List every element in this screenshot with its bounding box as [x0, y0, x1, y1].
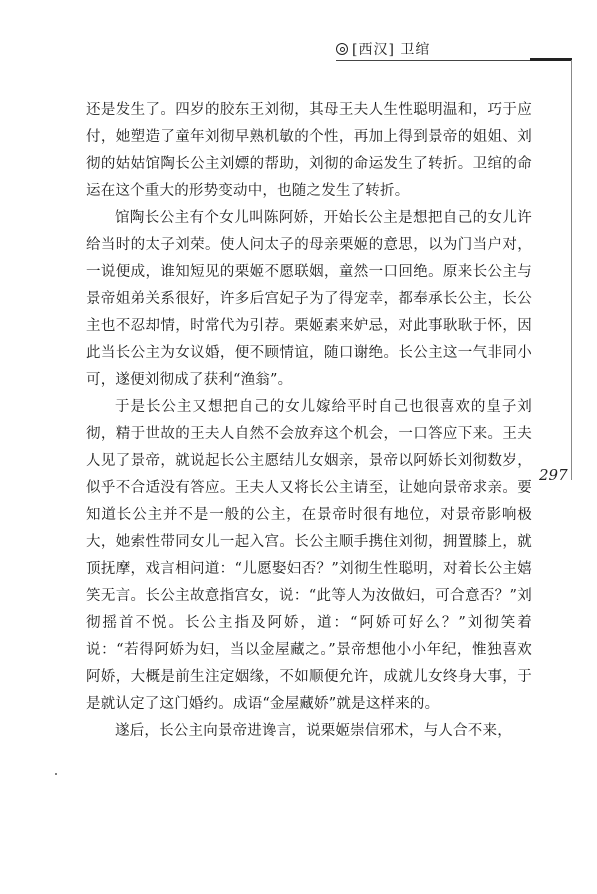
double-circle-icon	[336, 43, 348, 55]
body-text	[86, 97, 532, 745]
scan-speck	[55, 773, 57, 775]
paragraph-3: 于是长公主又想把自己的女儿嫁给平时自己也很喜欢的皇子刘彻，精于世故的王夫人自然不会放弃这个机会，一口答应下来。王夫人见了景帝，就说起长公主愿结儿女姻亲，景帝以阿娇长刘彻数岁，似乎不合适没有答应。王夫人又将长公主请至，让她向景帝求亲。要知道长公主并不是一般的公主，在景帝时很有地位，对景帝影响极大，她索性带同女儿一起入宫。长公主顺手携住刘彻，拥置膝上，就顶抚摩，戏言相问道：“儿愿娶妇否？”刘彻生性聪明，对着长公主嬉笑无言。长公主故意指宫女，说：“此等人为汝做妇，可合意否？”刘彻摇首不悦。长公主指及阿娇，道：“阿娇可好么？”刘彻笑着说：“若得阿娇为妇，当以金屋藏之。”景帝想他小小年纪，惟独喜欢阿娇，大概是前生注定姻缘，不如顺便允许，成就儿女终身大事，于是就认定了这门婚约。成语“金屋藏娇”就是这样来的。	[86, 399, 532, 712]
header-title: [西汉] 卫绾	[352, 42, 431, 58]
paragraph-1: 还是发生了。四岁的胶东王刘彻，其母王夫人生性聪明温和，巧于应付，她塑造了童年刘彻早熟机敏的个性，再加上得到景帝的姐姐、刘彻的姑姑馆陶长公主刘嫖的帮助，刘彻的命运发生了转折。卫绾的命运在这个重大的形势变动中，也随之发生了转折。	[86, 102, 532, 199]
margin-rule	[571, 60, 572, 480]
paragraph-2: 馆陶长公主有个女儿叫陈阿娇，开始长公主是想把自己的女儿许给当时的太子刘荣。使人问太子的母亲栗姬的意思，以为门当户对，一说便成，谁知短见的栗姬不愿联姻，童然一口回绝。原来长公主与景帝姐弟关系很好，许多后宫妃子为了得宠幸，都奉承长公主，长公主也不忍却情，时常代为引荐。栗姬素来妒忌，对此事耿耿于怀，因此当长公主为女议婚，便不顾情谊，随口谢绝。长公主这一气非同小可，遂便刘彻成了获利“渔翁”。	[86, 210, 532, 388]
running-header	[336, 38, 430, 60]
paragraph-4: 遂后，长公主向景帝进谗言，说栗姬崇信邪术，与人合不来，	[115, 723, 512, 739]
header-rule-accent	[530, 58, 572, 61]
page-number: 297	[539, 466, 568, 484]
